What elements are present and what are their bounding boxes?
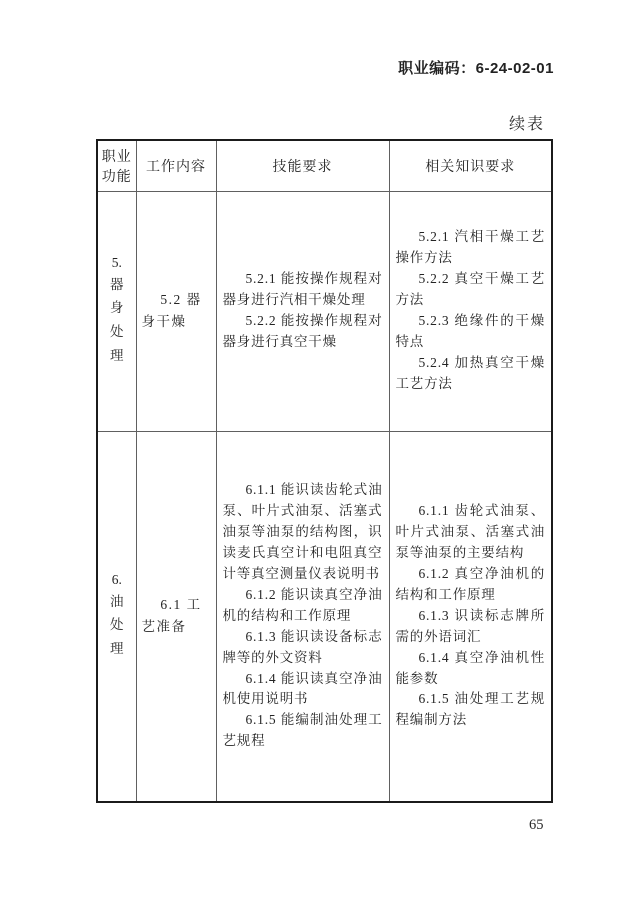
- knowledge-item: 6.1.3 识读标志牌所需的外语词汇: [395, 607, 545, 644]
- table-header-row: [97, 140, 552, 191]
- function-cell: [97, 191, 136, 431]
- knowledge-item: 5.2.3 绝缘件的干燥特点: [395, 313, 545, 349]
- knowledge-cell: [389, 191, 552, 431]
- work-content-text: 6.1 工艺准备: [141, 596, 202, 635]
- table-row: [97, 431, 552, 802]
- skill-item: 6.1.1 能识读齿轮式油泵、叶片式油泵、活塞式油泵等油泵的结构图，识读麦氏真空计和电阻真空计等真空测量仪表说明书: [222, 482, 383, 581]
- knowledge-item: 5.2.1 汽相干燥工艺操作方法: [395, 229, 545, 266]
- function-name: 器身处理: [109, 276, 124, 363]
- col-header-skill-requirements: 技能要求: [216, 140, 389, 191]
- col-header-knowledge-requirements: 相关知识要求: [389, 140, 552, 191]
- function-name: 油处理: [109, 593, 124, 657]
- knowledge-cell: [389, 431, 552, 802]
- skills-cell: [216, 191, 389, 431]
- function-number: 5.: [111, 254, 122, 270]
- col-header-work-content: 工作内容: [136, 140, 216, 191]
- continued-table-label: 续表: [508, 116, 545, 133]
- function-cell: [97, 431, 136, 802]
- skill-item: 6.1.2 能识读真空净油机的结构和工作原理: [222, 586, 383, 623]
- knowledge-item: 6.1.4 真空净油机性能参数: [395, 649, 545, 686]
- skill-item: 5.2.2 能按操作规程对器身进行真空干燥: [222, 313, 383, 349]
- skill-item: 6.1.4 能识读真空净油机使用说明书: [222, 670, 383, 707]
- page-number: 65: [529, 817, 544, 833]
- knowledge-item: 5.2.2 真空干燥工艺方法: [395, 271, 545, 308]
- skill-item: 6.1.5 能编制油处理工艺规程: [222, 712, 383, 749]
- col-header-function: 职业功能: [97, 140, 136, 191]
- knowledge-item: 6.1.1 齿轮式油泵、叶片式油泵、活塞式油泵等油泵的主要结构: [395, 503, 545, 561]
- table-row: [97, 191, 552, 431]
- function-number: 6.: [111, 571, 122, 587]
- occupational-standard-table: [96, 139, 553, 803]
- work-content-cell: [136, 431, 216, 802]
- knowledge-item: 6.1.5 油处理工艺规程编制方法: [395, 691, 545, 728]
- skill-item: 5.2.1 能按操作规程对器身进行汽相干燥处理: [222, 271, 383, 308]
- skill-item: 6.1.3 能识读设备标志牌等的外文资料: [222, 628, 383, 665]
- occupation-code: 职业编码：6-24-02-01: [398, 60, 554, 77]
- skills-cell: [216, 431, 389, 802]
- knowledge-item: 5.2.4 加热真空干燥工艺方法: [395, 354, 545, 391]
- work-content-cell: [136, 191, 216, 431]
- knowledge-item: 6.1.2 真空净油机的结构和工作原理: [395, 565, 545, 602]
- work-content-text: 5.2 器身干燥: [141, 291, 202, 329]
